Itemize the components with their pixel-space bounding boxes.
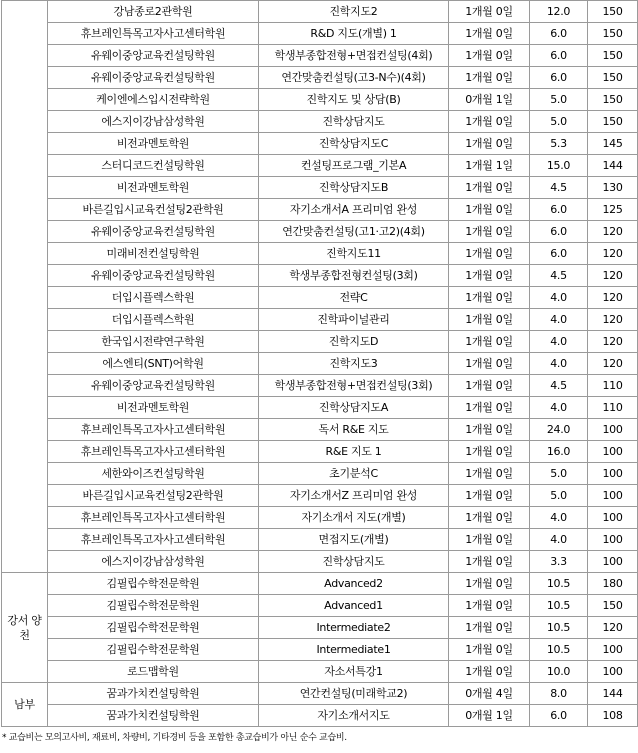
academy-name-cell: 휴브레인특목고자사고센터학원 [48,529,259,551]
hours-cell: 6.0 [530,199,588,221]
hours-cell: 12.0 [530,1,588,23]
academy-name-cell: 에스지이강남삼성학원 [48,551,259,573]
period-cell: 1개월 1일 [449,155,530,177]
period-cell: 1개월 0일 [449,177,530,199]
program-name-cell: 자기소개서Z 프리미엄 완성 [259,485,449,507]
table-row [2,617,638,639]
fee-cell: 120 [588,353,638,375]
academy-name-cell: 유웨이중앙교육컨설팅학원 [48,221,259,243]
period-cell: 1개월 0일 [449,199,530,221]
academy-name-cell: 더입시플렉스학원 [48,309,259,331]
hours-cell: 5.0 [530,463,588,485]
table-row [2,221,638,243]
period-cell: 1개월 0일 [449,441,530,463]
program-name-cell: 독서 R&E 지도 [259,419,449,441]
hours-cell: 4.0 [530,507,588,529]
academy-name-cell: 스터디코드컨설팅학원 [48,155,259,177]
hours-cell: 4.5 [530,177,588,199]
fee-cell: 100 [588,485,638,507]
period-cell: 0개월 1일 [449,705,530,727]
table-row [2,485,638,507]
program-name-cell: 진학지도11 [259,243,449,265]
period-cell: 1개월 0일 [449,45,530,67]
fee-cell: 120 [588,243,638,265]
fee-cell: 120 [588,309,638,331]
academy-name-cell: 김필립수학전문학원 [48,595,259,617]
table-row [2,683,638,705]
period-cell: 1개월 0일 [449,221,530,243]
program-name-cell: 자기소개서 지도(개별) [259,507,449,529]
table-row [2,1,638,23]
academy-name-cell: 에스지이강남삼성학원 [48,111,259,133]
fee-cell: 150 [588,1,638,23]
fee-cell: 110 [588,397,638,419]
table-row [2,639,638,661]
academy-name-cell: 휴브레인특목고자사고센터학원 [48,507,259,529]
hours-cell: 10.0 [530,661,588,683]
period-cell: 1개월 0일 [449,507,530,529]
hours-cell: 4.0 [530,353,588,375]
fee-cell: 150 [588,23,638,45]
period-cell: 1개월 0일 [449,243,530,265]
academy-name-cell: 김필립수학전문학원 [48,639,259,661]
period-cell: 1개월 0일 [449,265,530,287]
table-row [2,551,638,573]
table-row [2,45,638,67]
period-cell: 1개월 0일 [449,375,530,397]
academy-name-cell: 꿈과가치컨설팅학원 [48,705,259,727]
period-cell: 1개월 0일 [449,309,530,331]
fee-cell: 150 [588,595,638,617]
period-cell: 1개월 0일 [449,23,530,45]
program-name-cell: 진학지도3 [259,353,449,375]
academy-name-cell: 유웨이중앙교육컨설팅학원 [48,67,259,89]
fee-cell: 100 [588,507,638,529]
program-name-cell: 자기소개서지도 [259,705,449,727]
hours-cell: 4.0 [530,287,588,309]
hours-cell: 6.0 [530,243,588,265]
table-row [2,441,638,463]
hours-cell: 5.0 [530,89,588,111]
program-name-cell: 학생부종합전형컨설팅(3회) [259,265,449,287]
fee-cell: 130 [588,177,638,199]
fee-cell: 144 [588,155,638,177]
fee-cell: 120 [588,617,638,639]
hours-cell: 4.5 [530,265,588,287]
hours-cell: 4.0 [530,397,588,419]
table-row [2,67,638,89]
fee-cell: 120 [588,287,638,309]
program-name-cell: 면접지도(개별) [259,529,449,551]
period-cell: 1개월 0일 [449,397,530,419]
program-name-cell: 진학상담지도C [259,133,449,155]
period-cell: 1개월 0일 [449,67,530,89]
period-cell: 1개월 0일 [449,1,530,23]
academy-name-cell: 바른길입시교육컨설팅2관학원 [48,485,259,507]
program-name-cell: 연간컨설팅(미래학교2) [259,683,449,705]
fee-cell: 100 [588,419,638,441]
academy-name-cell: 케이엔에스입시전략학원 [48,89,259,111]
hours-cell: 8.0 [530,683,588,705]
program-name-cell: 자소서특강1 [259,661,449,683]
program-name-cell: 자기소개서A 프리미엄 완성 [259,199,449,221]
table-row [2,89,638,111]
table-row [2,287,638,309]
table-row [2,375,638,397]
academy-name-cell: 비전과멘토학원 [48,133,259,155]
table-row [2,133,638,155]
table-row [2,661,638,683]
table-row [2,243,638,265]
academy-name-cell: 휴브레인특목고자사고센터학원 [48,419,259,441]
period-cell: 1개월 0일 [449,111,530,133]
fee-cell: 120 [588,331,638,353]
footnote: * 교습비는 모의고사비, 재료비, 차량비, 기타경비 등을 포함한 총교습비가 아닌 순수 교습비. [2,733,347,743]
table-row [2,353,638,375]
academy-name-cell: 김필립수학전문학원 [48,617,259,639]
hours-cell: 5.0 [530,485,588,507]
table-row [2,419,638,441]
fee-cell: 120 [588,221,638,243]
hours-cell: 5.0 [530,111,588,133]
hours-cell: 6.0 [530,23,588,45]
period-cell: 1개월 0일 [449,617,530,639]
academy-name-cell: 유웨이중앙교육컨설팅학원 [48,375,259,397]
table-row [2,595,638,617]
hours-cell: 16.0 [530,441,588,463]
period-cell: 1개월 0일 [449,353,530,375]
period-cell: 1개월 0일 [449,551,530,573]
period-cell: 1개월 0일 [449,331,530,353]
fee-cell: 100 [588,661,638,683]
fee-cell: 150 [588,89,638,111]
fee-cell: 120 [588,265,638,287]
fee-cell: 144 [588,683,638,705]
table-row [2,507,638,529]
academy-name-cell: 에스엔티(SNT)어학원 [48,353,259,375]
academy-name-cell: 세한와이즈컨설팅학원 [48,463,259,485]
hours-cell: 4.0 [530,529,588,551]
table-row [2,265,638,287]
fee-cell: 150 [588,45,638,67]
program-name-cell: 진학상담지도 [259,111,449,133]
table-row [2,177,638,199]
program-name-cell: 진학지도 및 상담(B) [259,89,449,111]
program-name-cell: Advanced2 [259,573,449,595]
table-row [2,573,638,595]
academy-name-cell: 강남종로2관학원 [48,1,259,23]
fee-cell: 100 [588,551,638,573]
hours-cell: 10.5 [530,595,588,617]
academy-name-cell: 비전과멘토학원 [48,397,259,419]
academy-name-cell: 유웨이중앙교육컨설팅학원 [48,265,259,287]
hours-cell: 4.5 [530,375,588,397]
hours-cell: 6.0 [530,221,588,243]
program-name-cell: 진학파이널관리 [259,309,449,331]
program-name-cell: Intermediate2 [259,617,449,639]
hours-cell: 6.0 [530,45,588,67]
fee-cell: 108 [588,705,638,727]
period-cell: 1개월 0일 [449,463,530,485]
fee-cell: 110 [588,375,638,397]
period-cell: 0개월 4일 [449,683,530,705]
table-row [2,397,638,419]
program-name-cell: 진학지도2 [259,1,449,23]
period-cell: 1개월 0일 [449,595,530,617]
academy-name-cell: 한국입시전략연구학원 [48,331,259,353]
period-cell: 1개월 0일 [449,639,530,661]
program-name-cell: 초기분석C [259,463,449,485]
academy-name-cell: 미래비전컨설팅학원 [48,243,259,265]
tuition-table-body [2,1,638,727]
hours-cell: 6.0 [530,67,588,89]
program-name-cell: 진학상담지도A [259,397,449,419]
fee-cell: 100 [588,529,638,551]
hours-cell: 10.5 [530,639,588,661]
academy-name-cell: 유웨이중앙교육컨설팅학원 [48,45,259,67]
program-name-cell: 학생부종합전형+면접컨설팅(4회) [259,45,449,67]
table-row [2,23,638,45]
hours-cell: 10.5 [530,617,588,639]
tuition-table [1,0,638,727]
period-cell: 1개월 0일 [449,661,530,683]
table-row [2,155,638,177]
table-row [2,705,638,727]
fee-cell: 100 [588,639,638,661]
program-name-cell: R&D 지도(개별) 1 [259,23,449,45]
table-row [2,309,638,331]
table-row [2,111,638,133]
period-cell: 1개월 0일 [449,529,530,551]
program-name-cell: 연간맞춤컨설팅(고1·고2)(4회) [259,221,449,243]
program-name-cell: 학생부종합전형+면접컨설팅(3회) [259,375,449,397]
period-cell: 1개월 0일 [449,573,530,595]
hours-cell: 4.0 [530,331,588,353]
program-name-cell: Intermediate1 [259,639,449,661]
period-cell: 1개월 0일 [449,133,530,155]
hours-cell: 3.3 [530,551,588,573]
fee-cell: 145 [588,133,638,155]
academy-name-cell: 로드맵학원 [48,661,259,683]
hours-cell: 6.0 [530,705,588,727]
region-cell: 강서 양천 [2,573,48,683]
table-row [2,529,638,551]
academy-name-cell: 바른길입시교육컨설팅2관학원 [48,199,259,221]
program-name-cell: R&E 지도 1 [259,441,449,463]
hours-cell: 4.0 [530,309,588,331]
fee-cell: 150 [588,111,638,133]
program-name-cell: 연간맞춤컨설팅(고3-N수)(4회) [259,67,449,89]
program-name-cell: 진학지도D [259,331,449,353]
academy-name-cell: 휴브레인특목고자사고센터학원 [48,23,259,45]
period-cell: 1개월 0일 [449,419,530,441]
period-cell: 0개월 1일 [449,89,530,111]
table-row [2,331,638,353]
fee-cell: 180 [588,573,638,595]
academy-name-cell: 휴브레인특목고자사고센터학원 [48,441,259,463]
academy-name-cell: 더입시플렉스학원 [48,287,259,309]
region-cell: 남부 [2,683,48,727]
hours-cell: 10.5 [530,573,588,595]
table-row [2,463,638,485]
academy-name-cell: 비전과멘토학원 [48,177,259,199]
period-cell: 1개월 0일 [449,287,530,309]
fee-cell: 125 [588,199,638,221]
program-name-cell: 전략C [259,287,449,309]
academy-name-cell: 김필립수학전문학원 [48,573,259,595]
hours-cell: 5.3 [530,133,588,155]
fee-cell: 150 [588,67,638,89]
hours-cell: 15.0 [530,155,588,177]
region-cell [2,1,48,573]
fee-cell: 100 [588,441,638,463]
table-row [2,199,638,221]
program-name-cell: 진학상담지도B [259,177,449,199]
hours-cell: 24.0 [530,419,588,441]
program-name-cell: 컨설팅프로그램_기본A [259,155,449,177]
fee-cell: 100 [588,463,638,485]
academy-name-cell: 꿈과가치컨설팅학원 [48,683,259,705]
program-name-cell: Advanced1 [259,595,449,617]
program-name-cell: 진학상담지도 [259,551,449,573]
period-cell: 1개월 0일 [449,485,530,507]
